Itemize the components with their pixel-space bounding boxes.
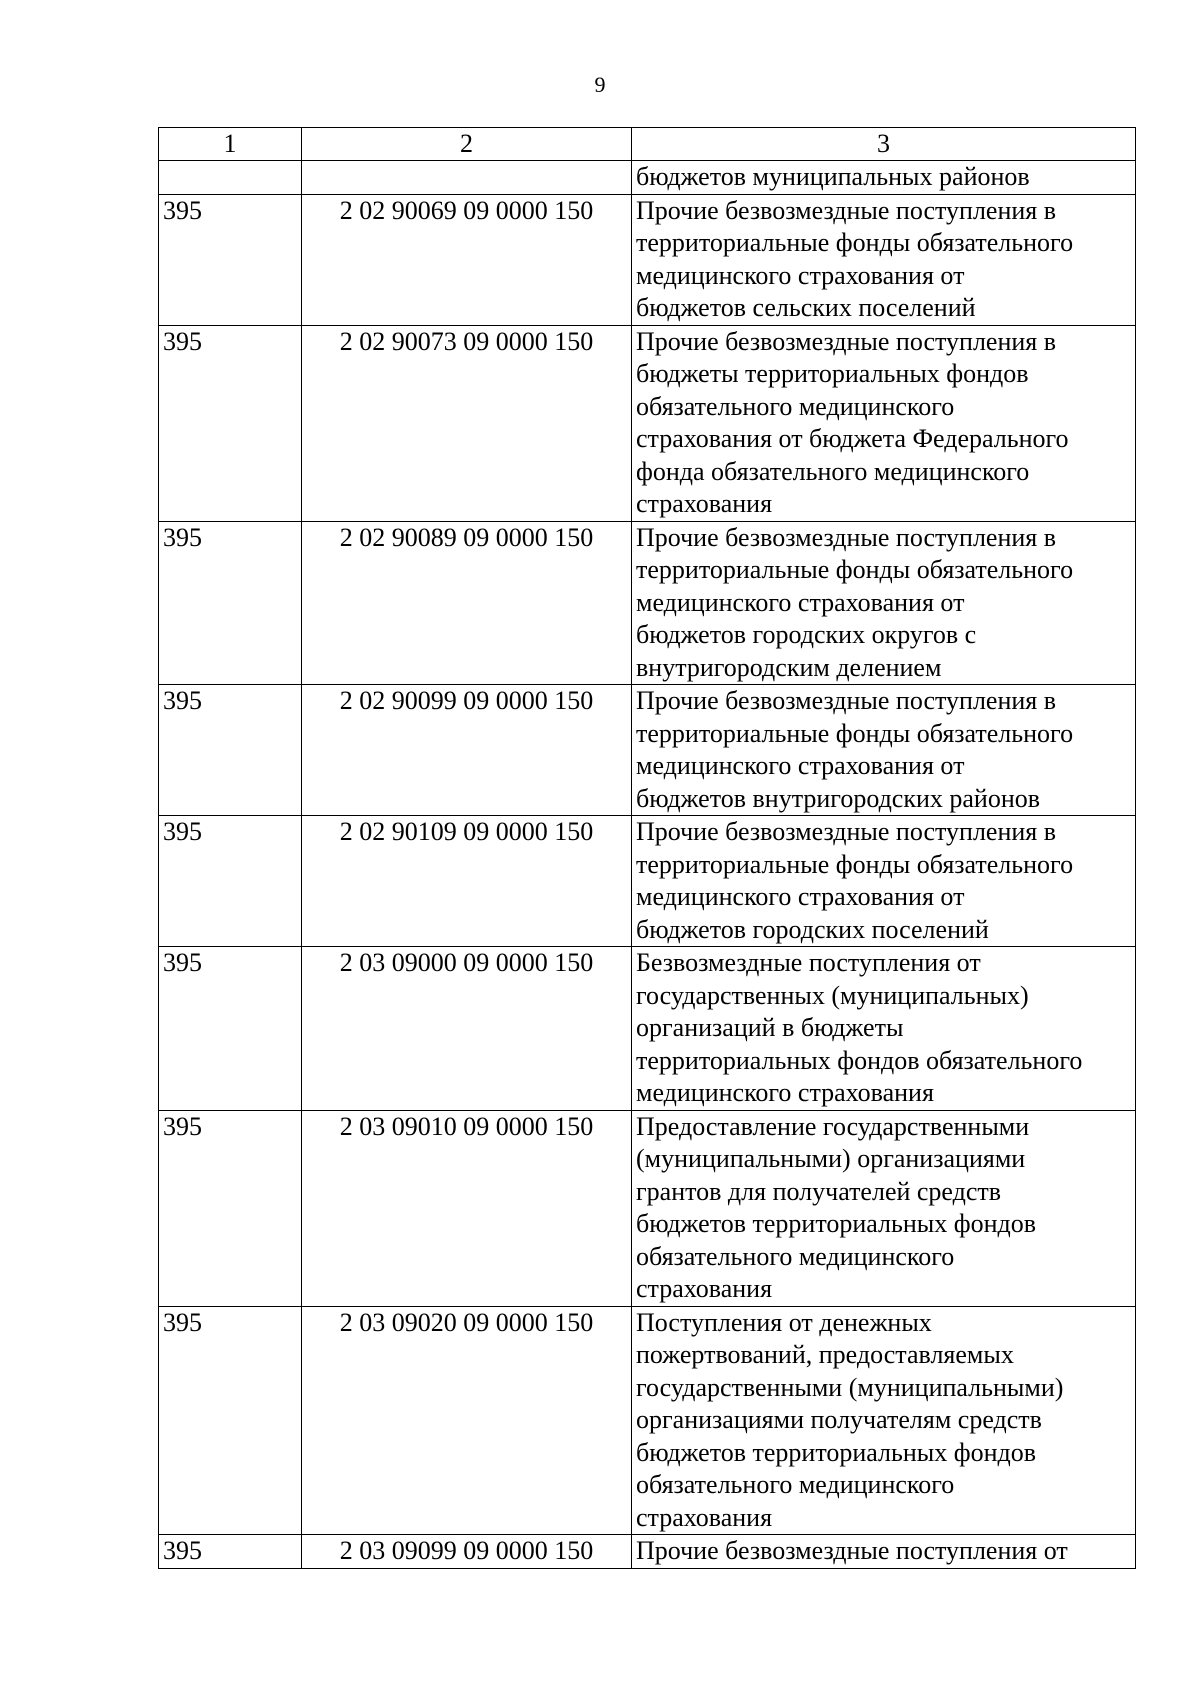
- description-cell: [632, 947, 1136, 1111]
- description-line: медицинского страхования от: [636, 260, 965, 290]
- table-row: [159, 947, 1136, 1111]
- description-line: Безвозмездные поступления от: [636, 948, 981, 977]
- description-line: Прочие безвозмездные поступления в: [636, 326, 1057, 356]
- description-cell: [632, 1306, 1136, 1535]
- description-cell: [632, 685, 1136, 816]
- description-line: Прочие безвозмездные поступления от: [636, 1536, 1068, 1565]
- table-row: [159, 1535, 1136, 1569]
- budget-code-cell: 2 03 09000 09 0000 150: [302, 947, 632, 1111]
- budget-code-cell: 2 02 90073 09 0000 150: [302, 325, 632, 521]
- description-line: медицинского страхования от: [636, 751, 965, 780]
- description-line: территориальные фонды обязательного: [636, 555, 1074, 584]
- description-line: Предоставление государственными: [636, 1111, 1030, 1141]
- table-row: [159, 194, 1136, 325]
- budget-code-cell: 2 02 90099 09 0000 150: [302, 685, 632, 816]
- description-line: медицинского страхования от: [636, 882, 965, 911]
- description-line: (муниципальными) организациями: [636, 1144, 1026, 1173]
- description-line: Поступления от денежных: [636, 1307, 932, 1337]
- table-row: [159, 1110, 1136, 1306]
- description-line: территориальные фонды обязательного: [636, 228, 1074, 257]
- description-cell: [632, 325, 1136, 521]
- budget-code-cell: 2 03 09099 09 0000 150: [302, 1535, 632, 1569]
- description-line: территориальные фонды обязательного: [636, 849, 1074, 879]
- description-line: бюджетов территориальных фондов: [636, 1437, 1037, 1467]
- description-line: Прочие безвозмездные поступления в: [636, 686, 1057, 715]
- description-cell: [632, 1110, 1136, 1306]
- table-row: [159, 161, 1136, 195]
- admin-code-cell: 395: [159, 1110, 302, 1306]
- description-line: бюджетов городских поселений: [636, 914, 989, 944]
- table-row: [159, 816, 1136, 947]
- admin-code-cell: 395: [159, 685, 302, 816]
- description-line: бюджетов сельских поселений: [636, 293, 976, 322]
- column-header-1: 1: [159, 128, 302, 161]
- table-header-row: [159, 128, 1136, 161]
- column-header-2: 2: [302, 128, 632, 161]
- description-line: обязательного медицинского: [636, 391, 955, 421]
- description-line: страхования: [636, 489, 773, 518]
- budget-code-cell: [302, 161, 632, 195]
- column-header-3: 3: [632, 128, 1136, 161]
- description-line: страхования от бюджета Федерального: [636, 424, 1069, 453]
- description-line: обязательного медицинского: [636, 1241, 955, 1271]
- table-row: [159, 1306, 1136, 1535]
- description-line: страхования: [636, 1502, 773, 1532]
- budget-code-cell: 2 02 90069 09 0000 150: [302, 194, 632, 325]
- budget-code-cell: 2 02 90089 09 0000 150: [302, 521, 632, 685]
- budget-code-cell: 2 03 09020 09 0000 150: [302, 1306, 632, 1535]
- description-line: территориальных фондов обязательного: [636, 1045, 1083, 1075]
- description-line: государственными (муниципальными): [636, 1372, 1064, 1402]
- description-cell: [632, 1535, 1136, 1569]
- table-row: [159, 685, 1136, 816]
- admin-code-cell: 395: [159, 1306, 302, 1535]
- description-line: пожертвований, предоставляемых: [636, 1340, 1014, 1369]
- description-line: Прочие безвозмездные поступления в: [636, 522, 1057, 552]
- budget-code-cell: 2 02 90109 09 0000 150: [302, 816, 632, 947]
- description-line: бюджеты территориальных фондов: [636, 359, 1029, 388]
- description-line: территориальные фонды обязательного: [636, 718, 1074, 748]
- table-row: [159, 521, 1136, 685]
- description-line: бюджетов городских округов с: [636, 620, 977, 649]
- description-line: бюджетов муниципальных районов: [636, 162, 1030, 191]
- description-line: организациями получателям средств: [636, 1405, 1042, 1434]
- page-number: 9: [594, 72, 606, 97]
- description-line: фонда обязательного медицинского: [636, 456, 1030, 486]
- description-line: Прочие безвозмездные поступления в: [636, 817, 1057, 846]
- description-line: медицинского страхования от: [636, 587, 965, 617]
- description-line: организаций в бюджеты: [636, 1013, 904, 1042]
- description-line: страхования: [636, 1274, 773, 1303]
- description-line: государственных (муниципальных): [636, 980, 1029, 1010]
- description-line: Прочие безвозмездные поступления в: [636, 195, 1057, 225]
- description-cell: [632, 194, 1136, 325]
- description-cell: [632, 816, 1136, 947]
- description-cell: [632, 161, 1136, 195]
- description-cell: [632, 521, 1136, 685]
- description-line: обязательного медицинского: [636, 1470, 955, 1499]
- description-line: медицинского страхования: [636, 1078, 934, 1107]
- description-line: бюджетов внутригородских районов: [636, 783, 1041, 813]
- table-row: [159, 325, 1136, 521]
- admin-code-cell: 395: [159, 816, 302, 947]
- admin-code-cell: 395: [159, 325, 302, 521]
- budget-codes-table: [158, 127, 1136, 1569]
- description-line: бюджетов территориальных фондов: [636, 1209, 1037, 1238]
- budget-code-cell: 2 03 09010 09 0000 150: [302, 1110, 632, 1306]
- table-body: [159, 161, 1136, 1569]
- admin-code-cell: 395: [159, 194, 302, 325]
- description-line: внутригородским делением: [636, 652, 942, 682]
- admin-code-cell: [159, 161, 302, 195]
- admin-code-cell: 395: [159, 521, 302, 685]
- admin-code-cell: 395: [159, 947, 302, 1111]
- admin-code-cell: 395: [159, 1535, 302, 1569]
- description-line: грантов для получателей средств: [636, 1176, 1002, 1206]
